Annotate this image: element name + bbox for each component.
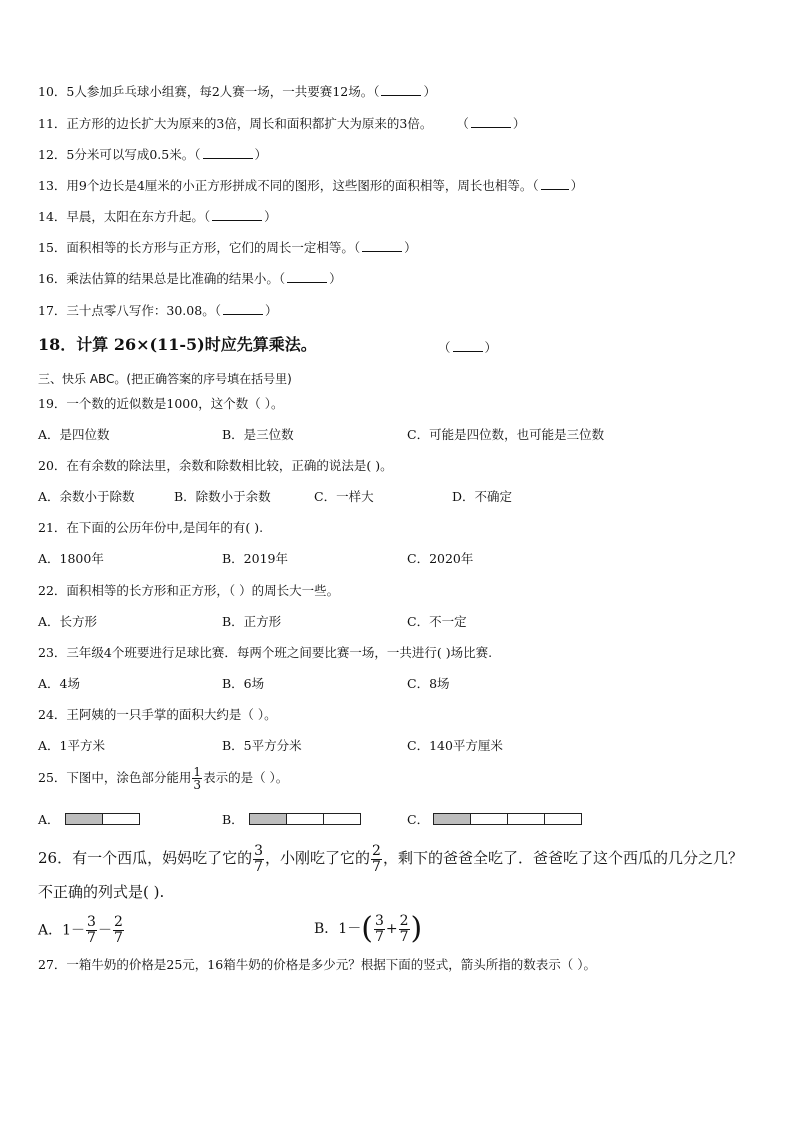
question-22: 22．面积相等的长方形和正方形，（ ）的周长大一些。 [38, 583, 340, 598]
option-c[interactable]: C． [407, 812, 430, 827]
blank-segment [545, 814, 581, 824]
option-b[interactable]: B．6场 [222, 676, 265, 691]
option-a[interactable]: A．1800年 [38, 551, 104, 566]
option-c[interactable]: C．可能是四位数，也可能是三位数 [407, 427, 605, 442]
fraction: $\frac{1}{3}$ [193, 765, 202, 792]
shaded-segment [66, 814, 103, 824]
fraction: $\frac{2}{7}$ [372, 842, 381, 875]
option-b[interactable]: B．正方形 [222, 614, 282, 629]
answer-blank[interactable] [203, 146, 253, 159]
question-14-text: 14．早晨，太阳在东方升起。（ [38, 209, 211, 224]
fraction: $\frac{3}{7}$ [374, 912, 384, 945]
question-18-answer: （ ） [438, 340, 498, 355]
question-24: 24．王阿姨的一只手掌的面积大约是（ ）。 [38, 707, 277, 722]
option-b[interactable]: B．5平方分米 [222, 738, 302, 753]
blank-segment [324, 814, 360, 824]
option-b[interactable]: B．除数小于余数 [174, 489, 271, 504]
question-11: 11．正方形的边长扩大为原来的3倍，周长和面积都扩大为原来的3倍。 （ ） [38, 116, 526, 131]
option-a[interactable]: A． [38, 812, 60, 827]
answer-blank[interactable] [287, 270, 327, 283]
bar-diagram-b [249, 813, 361, 825]
question-12-text: 12．5分米可以写成0.5米。（ [38, 147, 201, 162]
question-12: 12．5分米可以写成0.5米。（ ） [38, 147, 268, 162]
question-25: 25．下图中，涂色部分能用 $\frac{1}{3}$ 表示的是（ ）。 [38, 765, 289, 792]
blank-segment [508, 814, 545, 824]
answer-blank[interactable] [471, 115, 511, 128]
option-c[interactable]: C．2020年 [407, 551, 474, 566]
option-a[interactable]: A．1平方米 [38, 738, 105, 753]
question-16-text: 16．乘法估算的结果总是比准确的结果小。（ [38, 271, 286, 286]
option-c[interactable]: C．不一定 [407, 614, 467, 629]
answer-blank[interactable] [223, 302, 263, 315]
question-26: 26．有一个西瓜，妈妈吃了它的 $\frac{3}{7}$ ，小刚吃了它的 $\frac{2}{7}$ ，剩下的爸爸全吃了．爸爸吃了这个西瓜的几分之几？ [38, 842, 743, 875]
question-10-text: 10．5人参加乒乓球小组赛，每2人赛一场，一共要赛12场。（ [38, 84, 380, 99]
option-c[interactable]: C．140平方厘米 [407, 738, 503, 753]
bar-diagram-a [65, 813, 140, 825]
blank-segment [103, 814, 139, 824]
shaded-segment [434, 814, 471, 824]
answer-blank[interactable] [212, 208, 262, 221]
question-17: 17．三十点零八写作：30.08。（ ） [38, 303, 278, 318]
blank-segment [287, 814, 324, 824]
question-18 [38, 337, 317, 353]
question-18-text: 18．计算 26×(11-5)时应先算乘法。 [38, 335, 317, 354]
question-13: 13．用9个边长是4厘米的小正方形拼成不同的图形，这些图形的面积相等，周长也相等。（ ） [38, 178, 584, 193]
question-15-text: 15．面积相等的长方形与正方形，它们的周长一定相等。（ [38, 240, 361, 255]
fraction: $\frac{2}{7}$ [399, 912, 409, 945]
question-26-line2: 不正确的列式是( ). [38, 883, 165, 901]
section-heading: 三、快乐 ABC。(把正确答案的序号填在括号里) [38, 372, 292, 386]
question-23: 23．三年级4个班要进行足球比赛．每两个班之间要比赛一场，一共进行( )场比赛. [38, 645, 493, 660]
question-10: 10．5人参加乒乓球小组赛，每2人赛一场，一共要赛12场。（ ） [38, 84, 436, 99]
fraction: $\frac{2}{7}$ [113, 914, 123, 946]
option-a[interactable]: A．1－ $\frac{3}{7}$ － $\frac{2}{7}$ [38, 914, 123, 946]
question-11-text: 11．正方形的边长扩大为原来的3倍，周长和面积都扩大为原来的3倍。 [38, 116, 433, 131]
option-a[interactable]: A．长方形 [38, 614, 98, 629]
answer-blank[interactable] [381, 83, 421, 96]
option-b[interactable]: B．是三位数 [222, 427, 294, 442]
option-c[interactable]: C．一样大 [314, 489, 374, 504]
question-14: 14．早晨，太阳在东方升起。（ ） [38, 209, 277, 224]
option-b[interactable]: B．2019年 [222, 551, 288, 566]
question-21: 21．在下面的公历年份中,是闰年的有( ). [38, 520, 264, 535]
option-b[interactable]: B． [222, 812, 244, 827]
option-d[interactable]: D．不确定 [452, 489, 513, 504]
fraction: $\frac{3}{7}$ [87, 914, 96, 946]
option-a[interactable]: A．余数小于除数 [38, 489, 135, 504]
question-16: 16．乘法估算的结果总是比准确的结果小。（ ） [38, 271, 342, 286]
option-c[interactable]: C．8场 [407, 676, 450, 691]
question-13-text: 13．用9个边长是4厘米的小正方形拼成不同的图形，这些图形的面积相等，周长也相等。（ [38, 178, 539, 193]
question-17-text: 17．三十点零八写作：30.08。（ [38, 303, 221, 318]
answer-blank[interactable] [362, 239, 402, 252]
bar-diagram-c [433, 813, 582, 825]
option-a[interactable]: A．4场 [38, 676, 80, 691]
shaded-segment [250, 814, 287, 824]
question-27: 27．一箱牛奶的价格是25元，16箱牛奶的价格是多少元？根据下面的竖式，箭头所指的数表示（ ）。 [38, 957, 596, 972]
question-19: 19．一个数的近似数是1000，这个数（ ）。 [38, 396, 284, 411]
option-b[interactable]: B．1－( $\frac{3}{7}$ + $\frac{2}{7}$ ) [314, 911, 423, 946]
option-a[interactable]: A．是四位数 [38, 427, 110, 442]
answer-blank[interactable] [453, 339, 483, 352]
answer-blank[interactable] [541, 177, 569, 190]
question-20: 20．在有余数的除法里，余数和除数相比较，正确的说法是( )。 [38, 458, 393, 473]
blank-segment [471, 814, 508, 824]
fraction: $\frac{3}{7}$ [254, 842, 264, 875]
question-15: 15．面积相等的长方形与正方形，它们的周长一定相等。（ ） [38, 240, 417, 255]
